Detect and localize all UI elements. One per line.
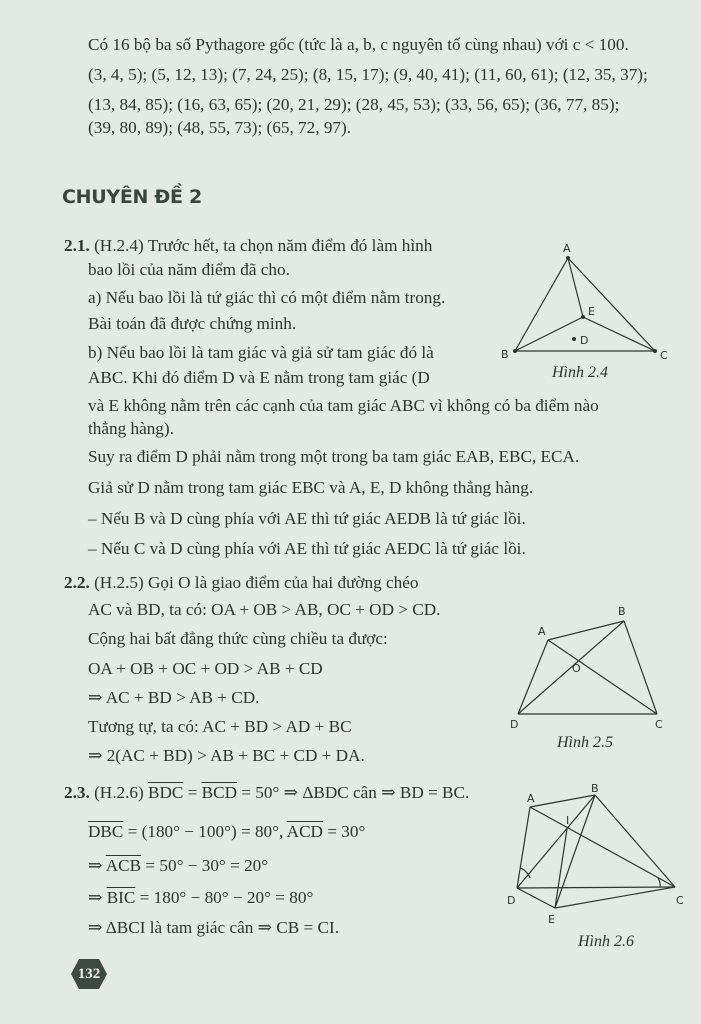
problem-2-1-line-7: và E không nằm trên các cạnh của tam giác ABC vì không có ba điểm nào [88, 396, 599, 415]
figure-2-5-caption: Hình 2.5 [557, 734, 613, 751]
segment-bc [595, 795, 675, 887]
segment-ab [530, 795, 595, 807]
intro-line-1: Có 16 bộ ba số Pythagore gốc (tức là a, b, c nguyên tố cùng nhau) với c < 100. [88, 35, 629, 54]
label-e: E [548, 913, 555, 926]
problem-2-2-line-5: ⇒ AC + BD > AB + CD. [88, 688, 260, 707]
label-b: B [618, 605, 626, 618]
label-c: C [655, 718, 663, 730]
problem-number: 2.2. [64, 573, 90, 592]
label-c: C [660, 349, 668, 362]
problem-2-1-line-4: Bài toán đã được chứng minh. [88, 314, 297, 333]
label-b: B [501, 348, 509, 361]
label-i: I [566, 814, 570, 827]
label-e: E [588, 305, 595, 318]
problem-2-2-line-4: OA + OB + OC + OD > AB + CD [88, 659, 323, 678]
figure-2-4 [495, 238, 685, 363]
segment-ab [515, 258, 568, 351]
segment-ad [517, 807, 530, 888]
text: = 50° − 30° = 20° [141, 856, 269, 875]
angle-acd: $\overline{ACD}$ [286, 822, 323, 841]
label-o: O [572, 662, 581, 675]
problem-2-1-line-9: Suy ra điểm D phải nằm trong một trong ba tam giác EAB, EBC, ECA. [88, 447, 580, 466]
label-b: B [591, 782, 599, 795]
problem-2-1-line-8: thẳng hàng). [88, 419, 174, 438]
problem-2-2-line-7: ⇒ 2(AC + BD) > AB + BC + CD + DA. [88, 746, 365, 765]
point-e [581, 315, 585, 319]
problem-2-3-line-1 [64, 782, 469, 804]
segment-bc [624, 621, 657, 714]
problem-2-1-line-3: a) Nếu bao lồi là tứ giác thì có một điểm nằm trong. [88, 288, 446, 307]
text: (H.2.4) Trước hết, ta chọn năm điểm đó làm hình [89, 236, 433, 255]
label-a: A [563, 242, 571, 255]
section-heading: CHUYÊN ĐỀ 2 [62, 186, 202, 208]
figure-ref: (H.2.6) [89, 783, 149, 802]
angle-dbc: $\overline{DBC}$ [88, 822, 124, 841]
intro-line-2: (3, 4, 5); (5, 12, 13); (7, 24, 25); (8, 15, 17); (9, 40, 41); (11, 60, 61); (12, 35, 37); [88, 65, 648, 84]
text: = 180° − 80° − 20° = 80° [135, 888, 314, 907]
label-a: A [527, 792, 535, 805]
problem-number: 2.1. [64, 236, 90, 255]
problem-2-3-line-4 [88, 887, 313, 909]
point-c [653, 349, 657, 353]
page-number-badge [70, 958, 108, 990]
problem-2-3-line-2 [88, 821, 365, 843]
segment-ec [555, 887, 675, 908]
label-a: A [538, 625, 546, 638]
segment-ce [583, 317, 655, 351]
angle-bcd: $\overline{BCD}$ [201, 783, 238, 802]
problem-number: 2.3. [64, 783, 90, 802]
figure-2-4-caption: Hình 2.4 [552, 364, 608, 381]
implies-symbol: ⇒ [88, 856, 106, 875]
intro-line-4: (39, 80, 89); (48, 55, 73); (65, 72, 97). [88, 118, 352, 137]
problem-2-1-line-12: – Nếu C và D cùng phía với AE thì tứ giác AEDC là tứ giác lồi. [88, 539, 526, 558]
problem-2-2-line-1 [64, 572, 418, 594]
implies-symbol: ⇒ [88, 888, 107, 907]
diagonal-bd [518, 621, 624, 714]
text: = (180° − 100°) = 80°, [123, 822, 287, 841]
problem-2-1-line-11: – Nếu B và D cùng phía với AE thì tứ giác AEDB là tứ giác lồi. [88, 509, 526, 528]
problem-2-1-line-5: b) Nếu bao lồi là tam giác và giả sử tam giác đó là [88, 343, 434, 362]
diagonal-ac [548, 640, 657, 714]
label-d: D [507, 894, 516, 907]
point-a [566, 256, 570, 260]
angle-bdc: $\overline{BDC}$ [148, 783, 184, 802]
problem-2-1-line-1 [64, 235, 432, 257]
angle-acb: $\overline{ACB}$ [105, 856, 142, 875]
segment-de [517, 888, 555, 908]
segment-da [518, 640, 548, 714]
intro-line-3: (13, 84, 85); (16, 63, 65); (20, 21, 29); (28, 45, 53); (33, 56, 65); (36, 77, 85); [88, 95, 620, 114]
text: = 50° ⇒ ΔBDC cân ⇒ BD = BC. [237, 783, 470, 802]
text: = 30° [322, 822, 366, 841]
problem-2-2-line-3: Cộng hai bất đẳng thức cùng chiều ta được: [88, 629, 388, 648]
angle-bic: $\overline{BIC}$ [106, 888, 136, 907]
text: (H.2.5) Gọi O là giao điểm của hai đường chéo [89, 573, 419, 592]
segment-eb [555, 795, 595, 908]
problem-2-2-line-2: AC và BD, ta có: OA + OB > AB, OC + OD > CD. [88, 600, 441, 619]
figure-2-6-caption: Hình 2.6 [578, 933, 634, 950]
angle-mark-d [521, 868, 530, 878]
problem-2-1-line-10: Giả sử D nằm trong tam giác EBC và A, E, D không thẳng hàng. [88, 478, 534, 497]
problem-2-1-line-6: ABC. Khi đó điểm D và E nằm trong tam giác (D [88, 368, 430, 387]
figure-2-5 [500, 600, 685, 730]
label-d: D [580, 334, 589, 347]
problem-2-3-line-3 [88, 855, 268, 877]
page-number: 132 [77, 966, 101, 982]
text: = [183, 783, 202, 802]
problem-2-2-line-6: Tương tự, ta có: AC + BD > AD + BC [88, 717, 352, 736]
label-c: C [676, 894, 684, 907]
label-d: D [510, 718, 519, 730]
point-d [572, 337, 576, 341]
problem-2-1-line-2: bao lồi của năm điểm đã cho. [88, 260, 290, 279]
point-b [513, 349, 517, 353]
problem-2-3-line-5: ⇒ ΔBCI là tam giác cân ⇒ CB = CI. [88, 918, 339, 937]
segment-dc [517, 887, 675, 888]
figure-2-6 [500, 780, 690, 930]
